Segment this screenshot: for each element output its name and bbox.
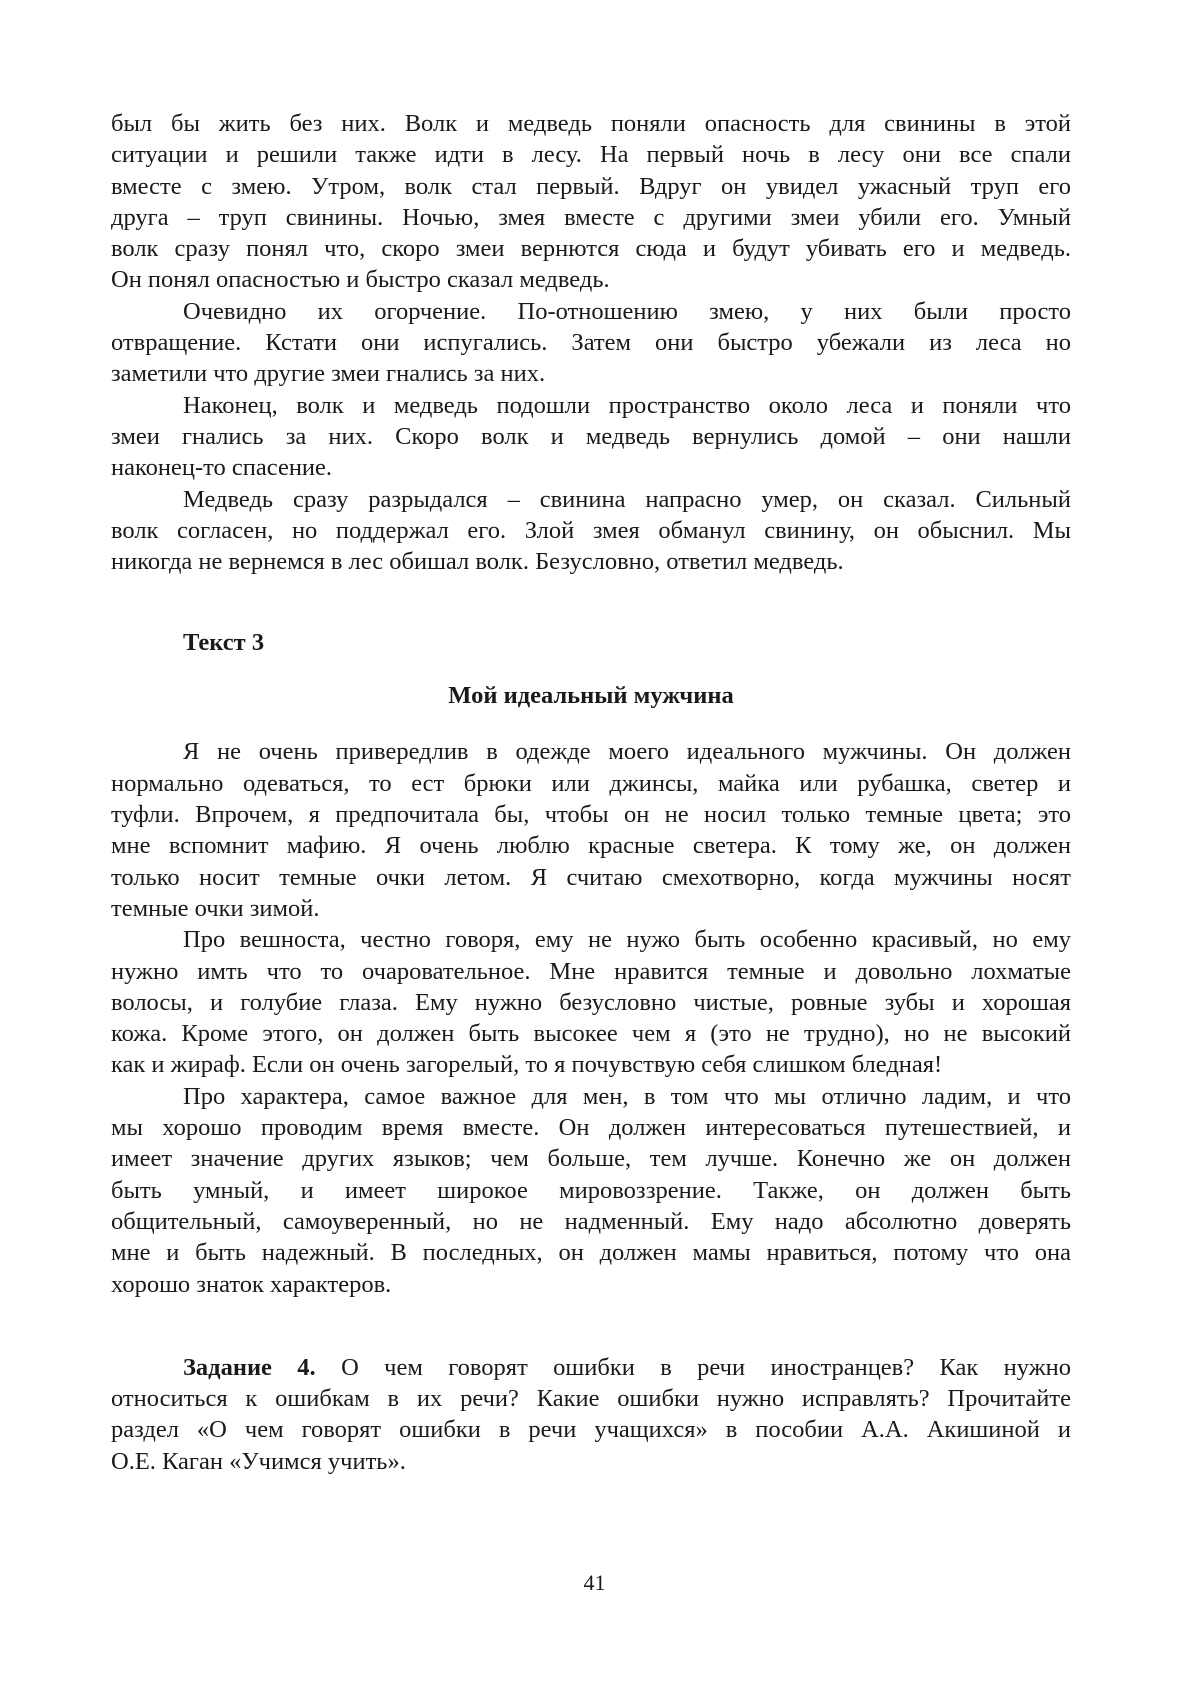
text-line: наконец-то спасение. [111,454,333,482]
text-line: относиться к ошибкам в их речи? Какие ошибки нужно исправлять? Прочитайте [111,1385,1071,1413]
text-line: волосы, и голубие глаза. Ему нужно безусловно чистые, ровные зубы и хорошая [111,988,1071,1016]
text3-paragraph-3 [111,1081,1071,1300]
spacer [111,1300,1071,1352]
text-line: Про вешноста, честно говоря, ему не нужо быть особенно красивый, но ему [183,926,1071,954]
story-paragraph-4 [111,484,1071,578]
story-paragraph-3 [111,390,1071,484]
text-line: как и жираф. Если он очень загорелый, то я почувствую себя слишком бледная! [111,1051,943,1079]
text-line: вместе с змею. Утром, волк стал первый. Вдруг он увидел ужасный труп его [111,172,1071,200]
text-line: темные очки зимой. [111,894,320,922]
text-line: Наконец, волк и медведь подошли пространство около леса и поняли что [183,391,1071,419]
text-line: кожа. Кроме этого, он должен быть высокее чем я (это не трудно), но не высокий [111,1020,1071,1048]
text-line: ситуации и решили также идти в лесу. На первый ночь в лесу они все спали [111,141,1071,169]
text-line: мне и быть надежный. В последных, он должен мамы нравиться, потому что она [111,1239,1071,1267]
task-first-line [111,1352,1071,1383]
text-line: нужно имть что то очаровательное. Мне нравится темные и довольно лохматые [111,957,1071,985]
text-line: быть умный, и имеет широкое мировоззрение. Также, он должен быть [111,1176,1071,1204]
text-line: был бы жить без них. Волк и медведь поняли опасность для свинины в этой [111,110,1071,137]
task-text: О чем говорят ошибки в речи иностранцев? Как нужно [315,1353,1071,1381]
text-line: мы хорошо проводим время вместе. Он должен интересоваться путешествией, и [111,1114,1071,1142]
section-title: Мой идеальный мужчина [448,682,734,710]
text-line: заметили что другие змеи гнались за них. [111,360,546,388]
text-line: О.Е. Каган «Учимся учить». [111,1447,406,1475]
task-label: Задание 4. [183,1353,316,1381]
text-line: только носит темные очки летом. Я считаю смехотворно, когда мужчины носят [111,863,1071,891]
story-paragraph-2 [111,296,1071,390]
story-paragraph-1 [111,108,1071,296]
text-line: раздел «О чем говорят ошибки в речи учащихся» в пособии А.А. Акишиной и [111,1416,1071,1444]
text-line: волк согласен, но поддержал его. Злой змея обманул свинину, он обыснил. Мы [111,516,1071,544]
text-line: Про характера, самое важное для мен, в том что мы отлично ладим, и что [183,1082,1071,1110]
text-line: туфли. Впрочем, я предпочитала бы, чтобы он не носил только темные цвета; это [111,801,1071,829]
text3-paragraph-2 [111,924,1071,1080]
text-line: общительный, самоуверенный, но не надменный. Ему надо абсолютно доверять [111,1207,1071,1235]
text-line: Очевидно их огорчение. По-отношению змею, у них были просто [183,297,1071,325]
text-line: Он понял опасностью и быстро сказал медведь. [111,266,610,294]
text-line: имеет значение других языков; чем больше, тем лучше. Конечно же он должен [111,1145,1071,1173]
text-line: отвращение. Кстати они испугались. Затем они быстро убежали из леса но [111,329,1071,357]
text-line: мне вспомнит мафию. Я очень люблю красные светера. К тому же, он должен [111,832,1071,860]
text-line: змеи гнались за них. Скоро волк и медведь вернулись домой – они нашли [111,422,1071,450]
spacer [111,658,1071,680]
text-line: Медведь сразу разрыдался – свинина напрасно умер, он сказал. Сильный [183,485,1071,513]
text-line: нормально одеваться, то ест брюки или джинсы, майка или рубашка, светер и [111,769,1071,797]
text3-paragraph-1 [111,736,1071,924]
text-line: никогда не вернемся в лес обишал волк. Безусловно, ответил медведь. [111,548,844,576]
text-line: хорошо знаток характеров. [111,1270,392,1298]
task4-paragraph [111,1352,1071,1477]
document-page [111,108,1071,1477]
text-line: друга – труп свинины. Ночью, змея вместе с другими змеи убили его. Умный [111,203,1071,231]
section-label-text3: Текст 3 [183,629,265,657]
page-number: 41 [583,1570,606,1595]
spacer [111,577,1071,627]
spacer [111,711,1071,736]
text-line: волк сразу понял что, скоро змеи вернются сюда и будут убивать его и медведь. [111,235,1071,263]
text-line: Я не очень привередлив в одежде моего идеального мужчины. Он должен [183,738,1071,766]
